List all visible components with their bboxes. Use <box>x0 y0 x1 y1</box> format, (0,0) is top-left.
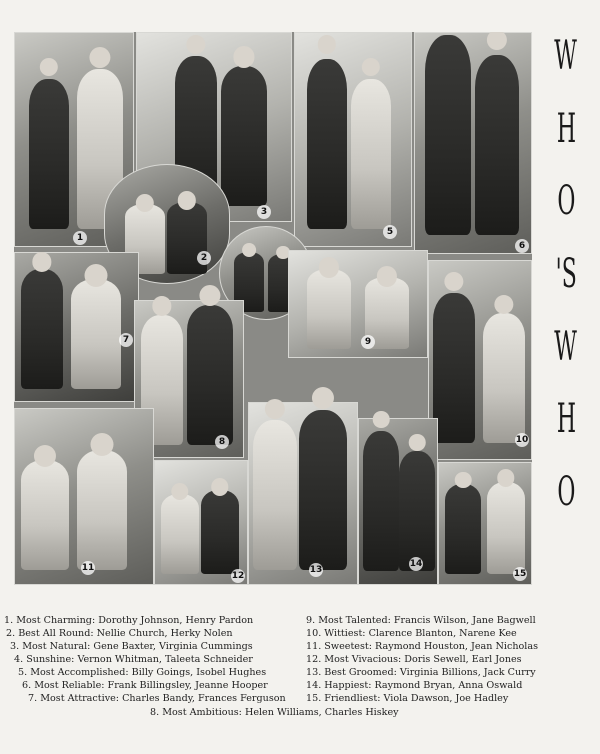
caption-line: 3. Most Natural: Gene Baxter, Virginia Cummings <box>10 641 253 652</box>
photo-5 <box>294 32 412 247</box>
photo-number: 13 <box>309 565 323 575</box>
person-figure <box>363 431 399 571</box>
person-figure <box>483 313 525 443</box>
photo-number: 2 <box>197 251 211 265</box>
photo-number: 7 <box>119 333 133 347</box>
caption-line: 10. Wittiest: Clarence Blanton, Narene Kee <box>306 628 517 639</box>
caption-line: 12. Most Vivacious: Doris Sewell, Earl Jones <box>306 654 522 665</box>
caption-line: 4. Sunshine: Vernon Whitman, Taleeta Schneider <box>14 654 253 665</box>
photo-9 <box>288 250 428 358</box>
person-figure <box>475 55 519 235</box>
person-figure <box>307 269 351 349</box>
person-figure <box>399 451 435 571</box>
caption-line: 14. Happiest: Raymond Bryan, Anna Oswald <box>306 680 523 691</box>
title-letter: 'S <box>555 250 577 297</box>
caption-line: 15. Friendliest: Viola Dawson, Joe Hadley <box>306 693 509 704</box>
photo-6 <box>414 32 532 254</box>
photo-number: 8 <box>215 435 229 449</box>
title-letter: W <box>554 33 578 79</box>
person-figure <box>487 482 525 574</box>
person-figure <box>77 450 127 570</box>
person-figure <box>21 460 69 570</box>
person-figure <box>29 79 69 229</box>
photo-10 <box>428 260 532 460</box>
caption-line: 5. Most Accomplished: Billy Goings, Isobel Hughes <box>18 667 267 678</box>
photo-number: 3 <box>257 205 271 219</box>
photo-7 <box>14 252 139 402</box>
person-figure <box>71 279 121 389</box>
photo-number: 6 <box>515 239 529 253</box>
photo-number: 9 <box>361 335 375 349</box>
photo-11 <box>14 408 154 585</box>
person-figure <box>221 66 267 206</box>
person-figure <box>425 35 471 235</box>
photo-number: 14 <box>409 559 423 569</box>
title-letter: H <box>556 105 576 152</box>
caption-line: 13. Best Groomed: Virginia Billions, Jack Curry <box>306 667 536 678</box>
caption-line: 8. Most Ambitious: Helen Williams, Charles Hiskey <box>150 707 399 718</box>
person-figure <box>299 410 347 570</box>
person-figure <box>433 293 475 443</box>
title-letter: O <box>556 468 576 515</box>
title-letter: O <box>556 178 576 225</box>
photo-number: 1 <box>73 231 87 245</box>
photo-14 <box>358 418 438 585</box>
caption-line: 2. Best All Round: Nellie Church, Herky Nolen <box>6 628 233 639</box>
person-figure <box>161 494 199 574</box>
photo-12 <box>154 460 248 585</box>
person-figure <box>307 59 347 229</box>
caption-line: 1. Most Charming: Dorothy Johnson, Henry Pardon <box>4 615 254 626</box>
photo-13 <box>248 402 358 585</box>
photo-15 <box>438 462 532 585</box>
person-figure <box>351 79 391 229</box>
title-letter: W <box>554 323 578 370</box>
person-figure <box>187 305 233 445</box>
person-figure <box>201 490 239 574</box>
photo-number: 10 <box>515 435 529 445</box>
caption-line: 9. Most Talented: Francis Wilson, Jane Bagwell <box>306 615 536 626</box>
page-title <box>548 34 584 514</box>
person-figure <box>253 420 297 570</box>
photo-collage <box>14 32 532 585</box>
photo-number: 11 <box>81 563 95 573</box>
photo-number: 15 <box>513 569 527 579</box>
caption-line: 7. Most Attractive: Charles Bandy, Frances Ferguson <box>28 693 286 704</box>
person-figure <box>21 269 63 389</box>
title-letter: H <box>556 396 576 443</box>
caption-line: 11. Sweetest: Raymond Houston, Jean Nicholas <box>306 641 538 652</box>
person-figure <box>445 484 481 574</box>
photo-number: 5 <box>383 225 397 239</box>
photo-number: 12 <box>231 571 245 581</box>
caption-line: 6. Most Reliable: Frank Billingsley, Jeanne Hooper <box>22 680 268 691</box>
